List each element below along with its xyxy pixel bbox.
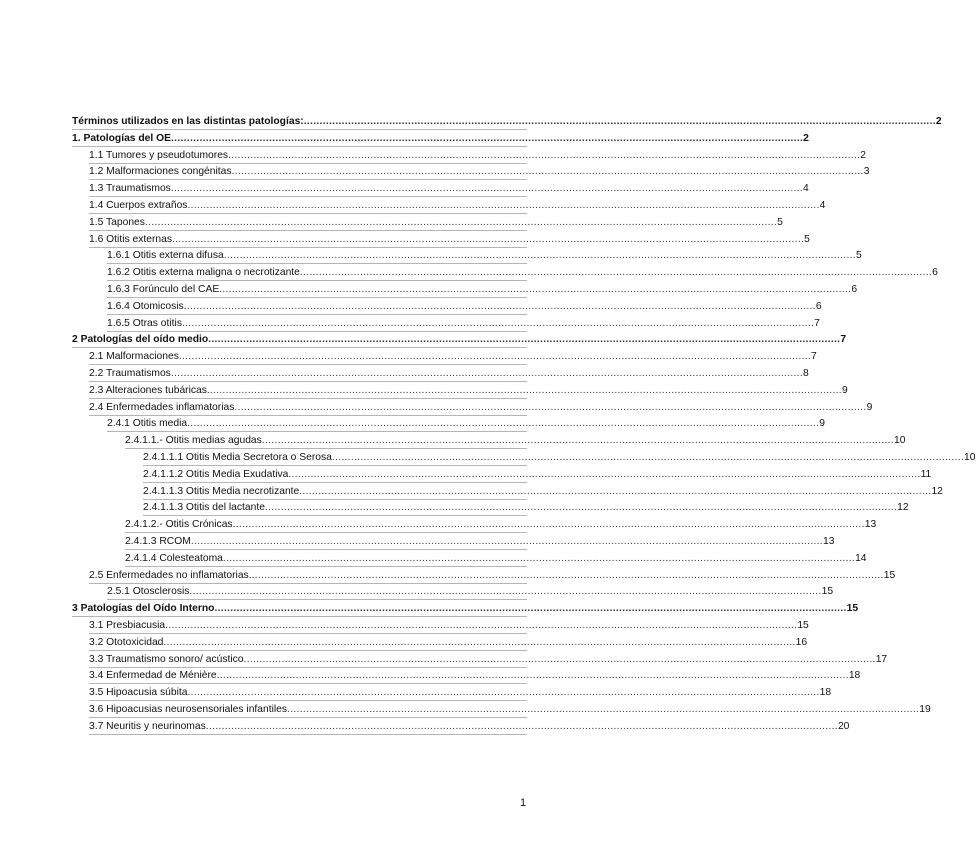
toc-entry-title: 2.4.1.3 RCOM — [125, 536, 191, 547]
toc-entry-title: 3.5 Hipoacusia súbita — [89, 687, 188, 699]
toc-entry-page: 12 — [931, 485, 943, 497]
toc-entry-title: 2.4.1.1.1 Otitis Media Secretora o Serosa — [143, 452, 332, 463]
toc-entry[interactable] — [143, 501, 909, 516]
toc-entry-title: 2.4.1.1.3 Otitis del lactante — [143, 502, 265, 514]
dot-leader: ........................................................................................................................................................................................................ — [205, 720, 838, 732]
toc-entry[interactable] — [89, 619, 809, 634]
dot-leader: ........................................................................................................................................................................................................ — [264, 502, 898, 514]
toc-entry-page: 4 — [819, 200, 826, 211]
toc-entry-title: 3.2 Ototoxicidad — [89, 636, 164, 648]
toc-entry-title: 2.4.1.4 Colesteatoma — [125, 552, 223, 564]
toc-entry[interactable] — [107, 317, 820, 332]
toc-entry-page: 2 — [803, 132, 809, 144]
toc-entry-title: 1.6.4 Otomicosis — [107, 300, 184, 312]
dot-leader: ........................................................................................................................................................................................................ — [171, 233, 805, 245]
toc-entry-title: 2.5.1 Otosclerosis — [107, 586, 190, 598]
toc-entry-page: 2 — [935, 116, 942, 127]
toc-entry[interactable] — [89, 165, 870, 180]
dot-leader: ........................................................................................................................................................................................................ — [251, 569, 884, 581]
toc-entry-page: 15 — [846, 603, 859, 615]
toc-entry-title: 2.5 Enfermedades no inflamatorias. — [89, 569, 252, 581]
dot-leader: ........................................................................................................................................................................................................ — [228, 149, 861, 161]
toc-entry[interactable] — [107, 249, 862, 264]
dot-leader: ........................................................................................................................................................................................................ — [243, 653, 876, 665]
toc-entry[interactable] — [89, 669, 861, 684]
toc-entry-title: 2.3 Alteraciones tubáricas. — [89, 384, 210, 396]
toc-entry[interactable] — [107, 266, 938, 281]
dot-leader: ........................................................................................................................................................................................................ — [214, 603, 847, 615]
toc-entry[interactable] — [107, 283, 858, 298]
toc-entry-page: 5 — [855, 250, 862, 262]
toc-entry-page: 15 — [821, 586, 834, 598]
dot-leader: ........................................................................................................................................................................................................ — [178, 351, 812, 363]
toc-entry[interactable] — [143, 485, 943, 500]
toc-entry[interactable] — [89, 569, 896, 584]
toc-entry-title: 2.4 Enfermedades inflamatorias — [89, 401, 235, 413]
dot-leader: ........................................................................................................................................................................................................ — [288, 468, 921, 480]
toc-entry-page: 15 — [797, 620, 809, 631]
toc-entry-page: 10 — [964, 452, 976, 463]
toc-entry-title: 2.4.1.1.- Otitis medias agudas — [125, 435, 262, 447]
dot-leader: ........................................................................................................................................................................................................ — [170, 368, 804, 379]
toc-entry-page: 6 — [932, 267, 938, 279]
toc-entry-title: 2 Patologías del oído medio — [72, 334, 209, 346]
toc-entry-page: 4 — [803, 183, 809, 195]
dot-leader: ........................................................................................................................................................................................................ — [216, 670, 849, 682]
toc-entry-title: 2.4.1.2.- Otitis Crónicas — [125, 519, 233, 531]
dot-leader: ........................................................................................................................................................................................................ — [231, 166, 864, 178]
toc-entry-page: 16 — [795, 636, 808, 648]
toc-entry-page: 9 — [819, 418, 826, 430]
dot-leader: ........................................................................................................................................................................................................ — [187, 200, 820, 211]
toc-entry[interactable] — [89, 199, 826, 214]
toc-entry-title: 1.6.3 Forúnculo del CAE — [107, 284, 220, 295]
toc-entry-title: 3.1 Presbiacusia — [89, 620, 166, 631]
dot-leader: ........................................................................................................................................................................................................ — [331, 452, 965, 463]
toc-entry[interactable] — [72, 333, 847, 348]
toc-entry-page: 2 — [860, 149, 866, 161]
toc-entry-page: 10 — [893, 435, 906, 447]
toc-entry-title: 1.6 Otitis externas — [89, 233, 172, 245]
dot-leader: ........................................................................................................................................................................................................ — [299, 485, 932, 497]
toc-entry[interactable] — [89, 686, 832, 701]
toc-entry-page: 5 — [804, 233, 810, 245]
toc-entry-page: 12 — [897, 502, 909, 514]
dot-leader: ........................................................................................................................................................................................................ — [219, 284, 852, 295]
toc-entry-page: 9 — [866, 401, 873, 413]
toc-entry[interactable] — [89, 149, 866, 164]
dot-leader: ........................................................................................................................................................................................................ — [208, 334, 841, 346]
toc-entry-title: 1.1 Tumores y pseudotumores — [89, 149, 229, 161]
page-number: 1 — [520, 797, 527, 809]
toc-entry-page: 8 — [803, 368, 809, 379]
toc-entry-page: 14 — [855, 552, 867, 564]
toc-entry[interactable] — [89, 182, 809, 197]
toc-entry[interactable] — [89, 703, 931, 718]
toc-entry-page: 5 — [777, 216, 783, 228]
toc-entry[interactable] — [125, 434, 906, 449]
dot-leader: ........................................................................................................................................................................................................ — [223, 250, 856, 262]
toc-entry-title: 1.6.2 Otitis externa maligna o necrotizante — [107, 267, 300, 279]
toc-entry[interactable] — [89, 636, 808, 651]
toc-entry-title: 3.4 Enfermedad de Ménière — [89, 670, 217, 682]
toc-entry[interactable] — [89, 720, 850, 735]
dot-leader: ........................................................................................................................................................................................................ — [163, 636, 796, 648]
toc-entry-title: 1.6.5 Otras otitis — [107, 317, 182, 329]
toc-entry[interactable] — [72, 115, 942, 130]
toc-entry[interactable] — [72, 602, 859, 617]
toc-entry-title: Términos utilizados en las distintas patologías: — [72, 116, 304, 127]
toc-entry[interactable] — [125, 518, 877, 533]
toc-entry-page: 7 — [811, 351, 817, 363]
toc-entry-title: 2.4.1.1.3 Otitis Media necrotizante — [143, 485, 300, 497]
toc-entry[interactable] — [125, 535, 835, 550]
toc-entry-title: 1.2 Malformaciones congénitas — [89, 166, 232, 178]
toc-entry-page: 6 — [851, 284, 858, 295]
toc-entry[interactable] — [143, 468, 932, 483]
toc-entry[interactable] — [125, 552, 867, 567]
toc-entry-title: 1.3 Traumatismos — [89, 183, 171, 195]
toc-entry-page: 7 — [840, 334, 847, 346]
dot-leader: ........................................................................................................................................................................................................ — [234, 401, 867, 413]
dot-leader: ........................................................................................................................................................................................................ — [183, 300, 816, 312]
toc-entry-title: 2.2 Traumatismos — [89, 368, 171, 379]
dot-leader: ........................................................................................................................................................................................................ — [261, 435, 894, 447]
toc-entry-title: 1.4 Cuerpos extraños — [89, 200, 188, 211]
toc-entry-page: 18 — [848, 670, 861, 682]
toc-entry[interactable] — [89, 653, 888, 668]
toc-entry[interactable] — [72, 132, 809, 147]
toc-entry-title: 2.4.1 Otitis media — [107, 418, 188, 430]
toc-entry[interactable] — [89, 233, 810, 248]
dot-leader: ........................................................................................................................................................................................................ — [189, 586, 822, 598]
toc-entry[interactable] — [89, 401, 873, 416]
dot-leader: ........................................................................................................................................................................................................ — [287, 704, 920, 715]
toc-entry-page: 9 — [841, 384, 848, 396]
toc-entry-title: 3 Patologías del Oído Interno — [72, 603, 215, 615]
dot-leader: ........................................................................................................................................................................................................ — [165, 620, 798, 631]
toc-entry-page: 3 — [863, 166, 870, 178]
toc-entry[interactable] — [89, 216, 783, 231]
dot-leader: ........................................................................................................................................................................................................ — [222, 552, 856, 564]
toc-entry-title: 2.4.1.1.2 Otitis Media Exudativa — [143, 468, 289, 480]
dot-leader: ........................................................................................................................................................................................................ — [144, 216, 778, 228]
toc-entry[interactable] — [107, 585, 834, 600]
toc-entry-title: 3.3 Traumatismo sonoro/ acústico — [89, 653, 244, 665]
toc-entry-title: 1.6.1 Otitis externa difusa — [107, 250, 224, 262]
toc-entry-title: 3.6 Hipoacusias neurosensoriales infantiles — [89, 704, 288, 715]
toc-entry[interactable] — [89, 384, 848, 399]
toc-entry-title: 3.7 Neuritis y neurinomas — [89, 720, 206, 732]
toc-entry-page: 6 — [815, 300, 822, 312]
dot-leader: ........................................................................................................................................................................................................ — [190, 536, 823, 547]
toc-entry-page: 18 — [819, 687, 832, 699]
toc-entry[interactable] — [143, 451, 976, 466]
toc-entry-title: 2.1 Malformaciones — [89, 351, 179, 363]
toc-entry[interactable] — [107, 417, 826, 432]
toc-entry[interactable] — [89, 367, 809, 382]
toc-entry-title: 1. Patologías del OE — [72, 132, 171, 144]
dot-leader: ........................................................................................................................................................................................................ — [187, 418, 820, 430]
toc-entry-page: 13 — [864, 519, 877, 531]
dot-leader: ........................................................................................................................................................................................................ — [209, 384, 842, 396]
dot-leader: ........................................................................................................................................................................................................ — [170, 183, 804, 195]
toc-entry-page: 15 — [883, 569, 896, 581]
toc-entry-page: 20 — [837, 720, 850, 732]
dot-leader: ........................................................................................................................................................................................................ — [171, 132, 804, 144]
toc-entry-page: 17 — [875, 653, 888, 665]
toc-entry[interactable] — [89, 350, 817, 365]
toc-entry[interactable] — [107, 300, 822, 315]
toc-entry-page: 19 — [919, 704, 931, 715]
toc-entry-page: 11 — [920, 468, 932, 480]
toc-entry-title: 1.5 Tapones — [89, 216, 145, 228]
dot-leader: ........................................................................................................................................................................................................ — [181, 317, 815, 329]
toc-entry-page: 13 — [822, 536, 835, 547]
dot-leader: ........................................................................................................................................................................................................ — [299, 267, 933, 279]
dot-leader: ........................................................................................................................................................................................................ — [232, 519, 865, 531]
dot-leader: ........................................................................................................................................................................................................ — [187, 687, 820, 699]
toc-entry-page: 7 — [814, 317, 820, 329]
dot-leader: ........................................................................................................................................................................................................ — [303, 116, 936, 127]
